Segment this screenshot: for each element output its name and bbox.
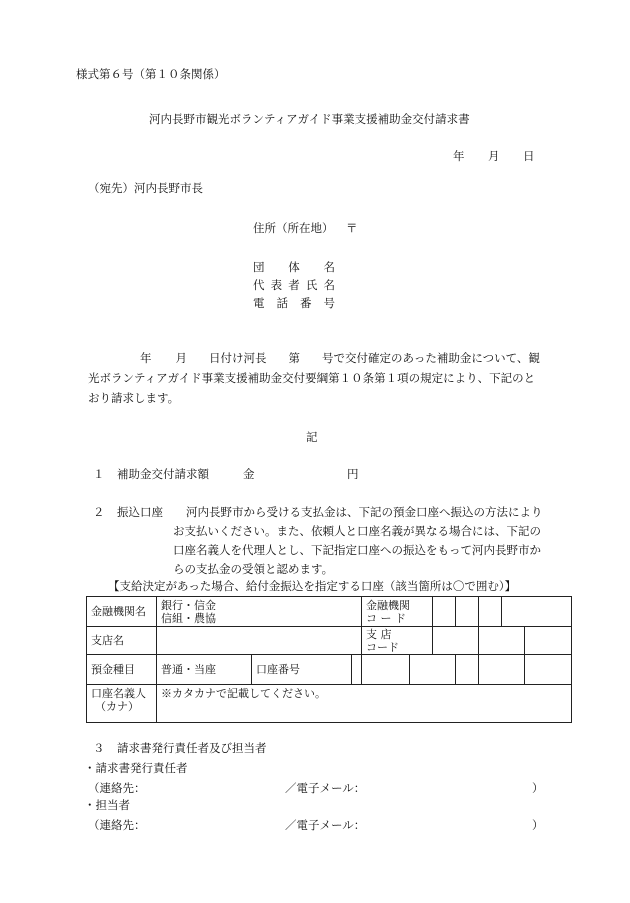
responsible-email-label: ／電子メール：: [285, 781, 366, 795]
representative-char: 表: [270, 278, 283, 292]
date-day: 日: [523, 149, 535, 163]
branch-code-digit[interactable]: [433, 627, 479, 655]
group-name-char: 団: [253, 260, 265, 274]
responsible-label: ・請求書発行責任者: [84, 761, 188, 775]
addressee: （宛先）河内長野市長: [88, 181, 203, 195]
phone-char: 号: [323, 296, 335, 310]
address-label: 住所（所在地）: [253, 221, 334, 235]
account-holder-field[interactable]: [157, 685, 572, 723]
body-line-2: 光ボランティアガイド事業支援補助金交付要綱第１０条第１項の規定により、下記のと: [88, 371, 536, 385]
form-number: 様式第６号（第１０条関係）: [76, 67, 226, 81]
account-holder-note: ※カタカナで記載してください。: [161, 687, 326, 700]
institution-code-label: [362, 597, 433, 627]
group-name-char: 名: [323, 260, 335, 274]
institution-code-label-2: コ ー ド: [366, 611, 406, 625]
institution-code-digit[interactable]: [433, 597, 456, 627]
phone-char: 電: [253, 296, 265, 310]
bank-table-caption: 【支給決定があった場合、給付金振込を指定する口座（該当箇所は〇で囲む）】: [108, 579, 517, 593]
document-title: 河内長野市観光ボランティアガイド事業支援補助金交付請求書: [149, 112, 470, 126]
item3-number: ３: [93, 741, 105, 755]
account-holder-label-1: 口座名義人: [91, 687, 146, 700]
item1-currency: 金: [243, 467, 255, 481]
item2-line: 河内長野市から受ける支払金は、下記の預金口座へ振込の方法により: [186, 505, 543, 519]
representative-char: 名: [323, 278, 335, 292]
item1-label: 補助金交付請求額: [117, 467, 209, 481]
responsible-contact-label: （連絡先：: [88, 781, 146, 795]
bank-account-table: [86, 596, 572, 723]
institution-type-2: 信組・農協: [161, 611, 216, 625]
date-month: 月: [488, 149, 500, 163]
branch-code-digit[interactable]: [525, 627, 572, 655]
branch-code-label-1: 支 店: [366, 627, 392, 641]
representative-char: 者: [288, 278, 300, 292]
item3-label: 請求書発行責任者及び担当者: [117, 741, 267, 755]
account-holder-label: [87, 685, 157, 723]
institution-type-field[interactable]: [157, 597, 362, 627]
staff-contact-label: （連絡先：: [88, 818, 146, 832]
ki-heading: 記: [306, 430, 318, 444]
account-type-label: 預金種目: [87, 655, 157, 685]
responsible-close-paren: ）: [532, 781, 544, 795]
body-line-3: おり請求します。: [88, 391, 180, 405]
postal-mark: 〒: [346, 221, 358, 235]
institution-type-1: 銀行・信金: [161, 598, 216, 612]
account-number-label: 口座番号: [252, 655, 352, 685]
account-number-digit[interactable]: [352, 655, 362, 685]
phone-label: [253, 298, 335, 310]
item2-line: 口座名義人を代理人とし、下記指定口座への振込をもって河内長野市か: [173, 543, 541, 557]
staff-close-paren: ）: [532, 818, 544, 832]
account-number-digit[interactable]: [456, 655, 479, 685]
branch-name-field[interactable]: [157, 627, 362, 655]
group-name-label: [253, 262, 335, 274]
account-number-digit[interactable]: [410, 655, 456, 685]
institution-code-digit[interactable]: [456, 597, 479, 627]
date-year: 年: [453, 149, 465, 163]
request-body: [88, 348, 558, 408]
item2-line: らの支払金の受領と認めます。: [173, 562, 334, 576]
body-line-1: 年 月 日付け河長 第 号で交付確定のあった補助金について、観: [140, 351, 540, 365]
institution-code-digit[interactable]: [502, 597, 572, 627]
account-number-digit[interactable]: [525, 655, 572, 685]
group-name-char: 体: [288, 260, 300, 274]
item2-line: お支払いください。また、依頼人と口座名義が異なる場合には、下記の: [173, 524, 541, 538]
representative-label: [253, 280, 335, 292]
account-type-field[interactable]: 普通・当座: [157, 655, 252, 685]
item2-number: ２: [93, 505, 105, 519]
account-holder-label-2: （カナ）: [95, 700, 139, 713]
institution-code-digit[interactable]: [479, 597, 502, 627]
institution-code-label-1: 金融機関: [366, 598, 410, 612]
branch-code-digit[interactable]: [479, 627, 525, 655]
institution-label: 金融機関名: [87, 597, 157, 627]
branch-code-label: [362, 627, 433, 655]
item2-text: [173, 503, 543, 579]
staff-label: ・担当者: [84, 798, 130, 812]
account-number-digit[interactable]: [362, 655, 410, 685]
representative-char: 氏: [305, 278, 318, 292]
item1-number: １: [93, 467, 105, 481]
representative-char: 代: [253, 278, 265, 292]
account-number-digit[interactable]: [479, 655, 525, 685]
phone-char: 話: [276, 296, 288, 310]
phone-char: 番: [300, 296, 312, 310]
branch-label: 支店名: [87, 627, 157, 655]
item1-unit: 円: [347, 467, 359, 481]
branch-code-label-2: コード: [366, 640, 399, 654]
item2-label: 振込口座: [117, 505, 163, 519]
staff-email-label: ／電子メール：: [285, 818, 366, 832]
